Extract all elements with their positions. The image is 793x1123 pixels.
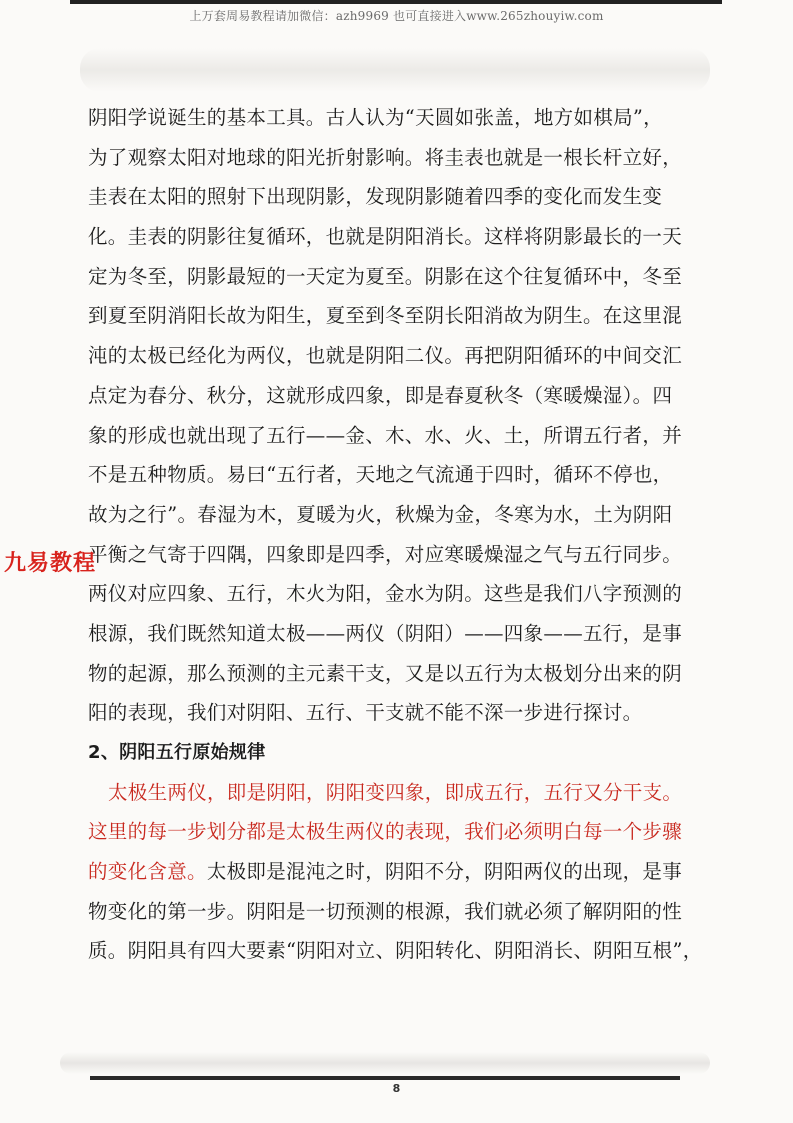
text-line-mixed bbox=[88, 852, 688, 892]
text-line: 故为之行”。春湿为木，夏暖为火，秋燥为金，冬寒为水，土为阴阳 bbox=[88, 502, 673, 526]
highlight-line: 这里的每一步划分都是太极生两仪的表现，我们必须明白每一个步骤 bbox=[88, 820, 683, 844]
text-line: 到夏至阴消阳长故为阳生，夏至到冬至阴长阳消故为阴生。在这里混 bbox=[88, 304, 683, 328]
text-line: 沌的太极已经化为两仪，也就是阴阳二仪。再把阴阳循环的中间交汇 bbox=[88, 344, 683, 368]
text-line: 不是五种物质。易曰“五行者，天地之气流通于四时，循环不停也， bbox=[88, 463, 673, 487]
text-line: 质。阴阳具有四大要素“阴阳对立、阴阳转化、阴阳消长、阴阳互根”， bbox=[88, 939, 703, 963]
highlight-span: 的变化含意。 bbox=[88, 860, 207, 884]
text-line: 两仪对应四象、五行，木火为阳，金水为阴。这些是我们八字预测的 bbox=[88, 582, 683, 606]
text-line: 圭表在太阳的照射下出现阴影，发现阴影随着四季的变化而发生变 bbox=[88, 185, 663, 209]
text-line: 定为冬至，阴影最短的一天定为夏至。阴影在这个往复循环中，冬至 bbox=[88, 264, 683, 288]
bottom-rule bbox=[90, 1076, 680, 1080]
text-line: 点定为春分、秋分，这就形成四象，即是春夏秋冬（寒暖燥湿）。四 bbox=[88, 383, 673, 407]
scan-shadow-band bbox=[80, 48, 710, 92]
page-number: 8 bbox=[392, 1082, 401, 1095]
text-line: 阴阳学说诞生的基本工具。古人认为“天圆如张盖，地方如棋局”， bbox=[88, 106, 663, 129]
section-heading: 2、阴阳五行原始规律 bbox=[88, 742, 266, 763]
highlight-line: 太极生两仪，即是阴阳，阴阳变四象，即成五行，五行又分干支。 bbox=[108, 780, 683, 804]
top-rule bbox=[70, 0, 722, 4]
body-text bbox=[88, 98, 703, 971]
text-line: 阳的表现，我们对阴阳、五行、干支就不能不深一步进行探讨。 bbox=[88, 701, 643, 725]
text-line: 平衡之气寄于四隅，四象即是四季，对应寒暖燥湿之气与五行同步。 bbox=[88, 542, 683, 566]
text-line: 根源，我们既然知道太极——两仪（阴阳）——四象——五行，是事 bbox=[88, 621, 682, 645]
text-line: 物的起源，那么预测的主元素干支，又是以五行为太极划分出来的阴 bbox=[88, 661, 683, 685]
brand-stamp: 九易教程 bbox=[4, 551, 97, 576]
text-line: 为了观察太阳对地球的阳光折射影响。将圭表也就是一根长杆立好， bbox=[88, 145, 683, 169]
scan-shadow-band-bottom bbox=[60, 1052, 710, 1074]
text-line: 物变化的第一步。阴阳是一切预测的根源，我们就必须了解阴阳的性 bbox=[88, 899, 683, 923]
header-watermark: 上万套周易教程请加微信：azh9969 也可直接进入www.265zhouyiw.com bbox=[189, 9, 604, 23]
text-span: 太极即是混沌之时，阴阳不分，阴阳两仪的出现，是事 bbox=[206, 860, 683, 884]
text-line: 化。圭表的阴影往复循环，也就是阴阳消长。这样将阴影最长的一天 bbox=[88, 225, 683, 249]
text-line: 象的形成也就出现了五行——金、木、水、火、土，所谓五行者，并 bbox=[88, 423, 683, 447]
